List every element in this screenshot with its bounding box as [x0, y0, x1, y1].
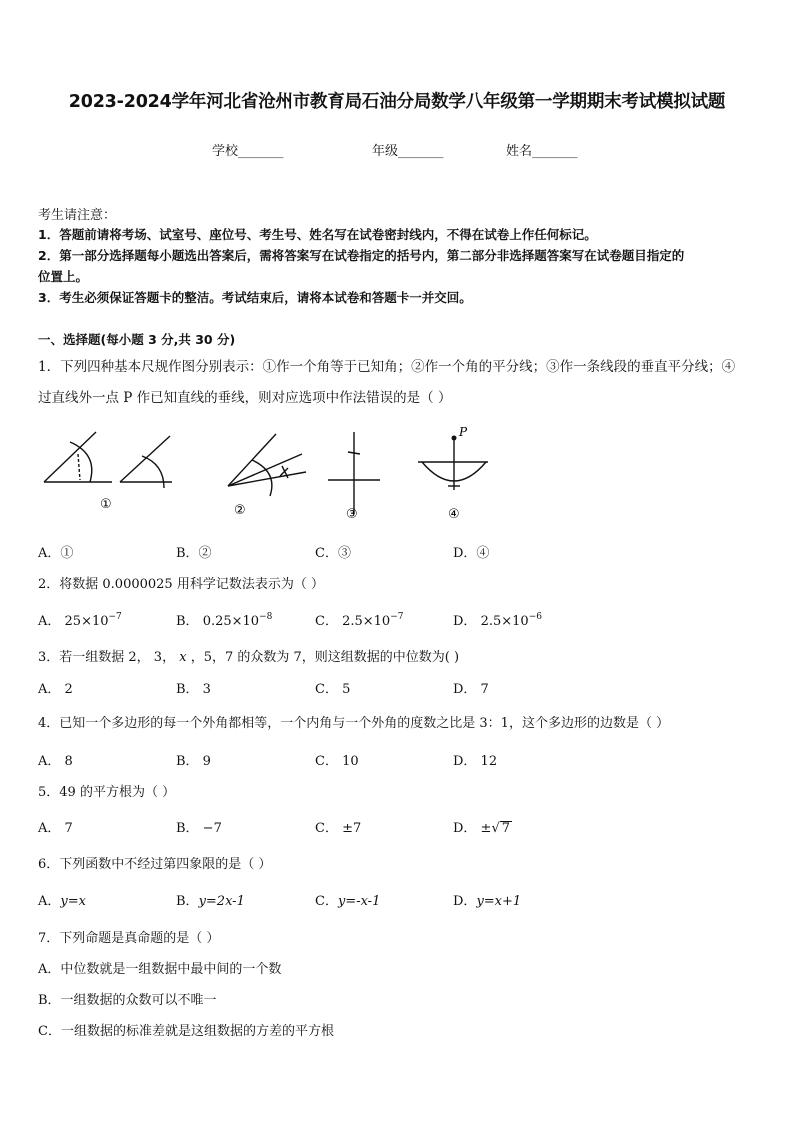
q2-option-d[interactable]: D． $2.5\times 10^{-6}$ — [453, 612, 542, 629]
q1-option-a[interactable]: A．① — [38, 546, 74, 561]
fig1b-arc — [142, 456, 164, 488]
q7-option-b[interactable]: B．一组数据的众数可以不唯一 — [38, 993, 217, 1008]
fig1a-dashed — [78, 454, 80, 480]
q3-option-d[interactable]: D． 7 — [453, 682, 489, 697]
fig-label-1: ① — [100, 497, 112, 512]
construction-figures — [30, 420, 500, 530]
fig4-point-p — [452, 436, 457, 441]
q6-option-d[interactable]: D．y=x+1 — [453, 894, 522, 909]
question-5-stem: 5．49 的平方根为（ ） — [38, 785, 176, 800]
section-heading: 一、选择题(每小题 3 分,共 30 分) — [38, 332, 236, 347]
notice-item-2-cont: 位置上。 — [38, 269, 89, 284]
question-1-line-2: 过直线外一点 P 作已知直线的垂线，则对应选项中作法错误的是（ ） — [38, 390, 452, 406]
q5-option-b[interactable]: B． −7 — [176, 821, 222, 836]
page-title: 2023-2024学年河北省沧州市教育局石油分局数学八年级第一学期期末考试模拟试题 — [68, 92, 726, 112]
q6-option-a[interactable]: A．y=x — [38, 894, 86, 909]
q4-option-a[interactable]: A． 8 — [38, 754, 73, 769]
q6-option-c[interactable]: C．y=-x-1 — [315, 894, 381, 909]
q7-option-c[interactable]: C．一组数据的标准差就是这组数据的方差的平方根 — [38, 1024, 334, 1039]
notice-item-3: 3．考生必须保证答题卡的整洁。考试结束后，请将本试卷和答题卡一并交回。 — [38, 290, 472, 305]
question-3-stem: 3．若一组数据 2， 3， x ，5，7 的众数为 7，则这组数据的中位数为( ) — [38, 650, 460, 665]
sqrt-icon: √ — [491, 821, 500, 836]
fig1a-arc — [70, 442, 92, 482]
question-4-stem: 4．已知一个多边形的每一个外角都相等，一个内角与一个外角的度数之比是 3：1，这个多边形的边数是（ ） — [38, 716, 670, 731]
question-6-stem: 6．下列函数中不经过第四象限的是（ ） — [38, 857, 272, 872]
q3-option-c[interactable]: C． 5 — [315, 682, 351, 697]
question-1 — [38, 352, 758, 414]
q3-option-a[interactable]: A． 2 — [38, 682, 73, 697]
q3-option-b[interactable]: B． 3 — [176, 682, 211, 697]
q2-option-a[interactable]: A． $25\times 10^{-7}$ — [38, 612, 122, 629]
q4-option-b[interactable]: B． 9 — [176, 754, 211, 769]
q4-option-d[interactable]: D． 12 — [453, 754, 498, 769]
q1-option-c[interactable]: C．③ — [315, 546, 351, 561]
q1-option-b[interactable]: B．② — [176, 546, 212, 561]
q5-option-a[interactable]: A． 7 — [38, 821, 73, 836]
notice-item-1: 1．答题前请将考场、试室号、座位号、考生号、姓名写在试卷密封线内，不得在试卷上作任何标记。 — [38, 227, 597, 242]
fig4-label-p: P — [459, 425, 468, 439]
fig-label-3: ③ — [346, 507, 358, 522]
school-field: 学校_______ — [212, 144, 284, 159]
q1-option-d[interactable]: D．④ — [453, 546, 490, 561]
name-field: 姓名_______ — [506, 144, 578, 159]
q5-option-c[interactable]: C． ±7 — [315, 821, 362, 836]
q2-option-b[interactable]: B． $0.25\times 10^{-8}$ — [176, 612, 273, 629]
q5-option-d[interactable]: D． ±√ 7 — [453, 821, 511, 836]
fig-label-4: ④ — [448, 507, 460, 522]
q6-option-b[interactable]: B．y=2x-1 — [176, 894, 245, 909]
fig3-tick — [348, 452, 360, 454]
fig-label-2: ② — [234, 503, 246, 518]
fig2-ray-upper — [228, 454, 302, 486]
q7-option-a[interactable]: A．中位数就是一组数据中最中间的一个数 — [38, 962, 282, 977]
question-1-line-1: 1．下列四种基本尺规作图分别表示：①作一个角等于已知角；②作一个角的平分线；③作一条线段的垂直平分线；④ — [38, 359, 736, 375]
q4-option-c[interactable]: C． 10 — [315, 754, 359, 769]
notice-heading: 考生请注意： — [38, 208, 117, 223]
question-7-stem: 7．下列命题是真命题的是（ ） — [38, 931, 220, 946]
grade-field: 年级_______ — [372, 144, 444, 159]
q2-option-c[interactable]: C． $2.5\times 10^{-7}$ — [315, 612, 404, 629]
notice-item-2: 2．第一部分选择题每小题选出答案后，需将答案写在试卷指定的括号内，第二部分非选择题答案写在试卷题目指定的 — [38, 248, 685, 263]
question-2-stem: 2．将数据 0.0000025 用科学记数法表示为（ ） — [38, 577, 324, 592]
